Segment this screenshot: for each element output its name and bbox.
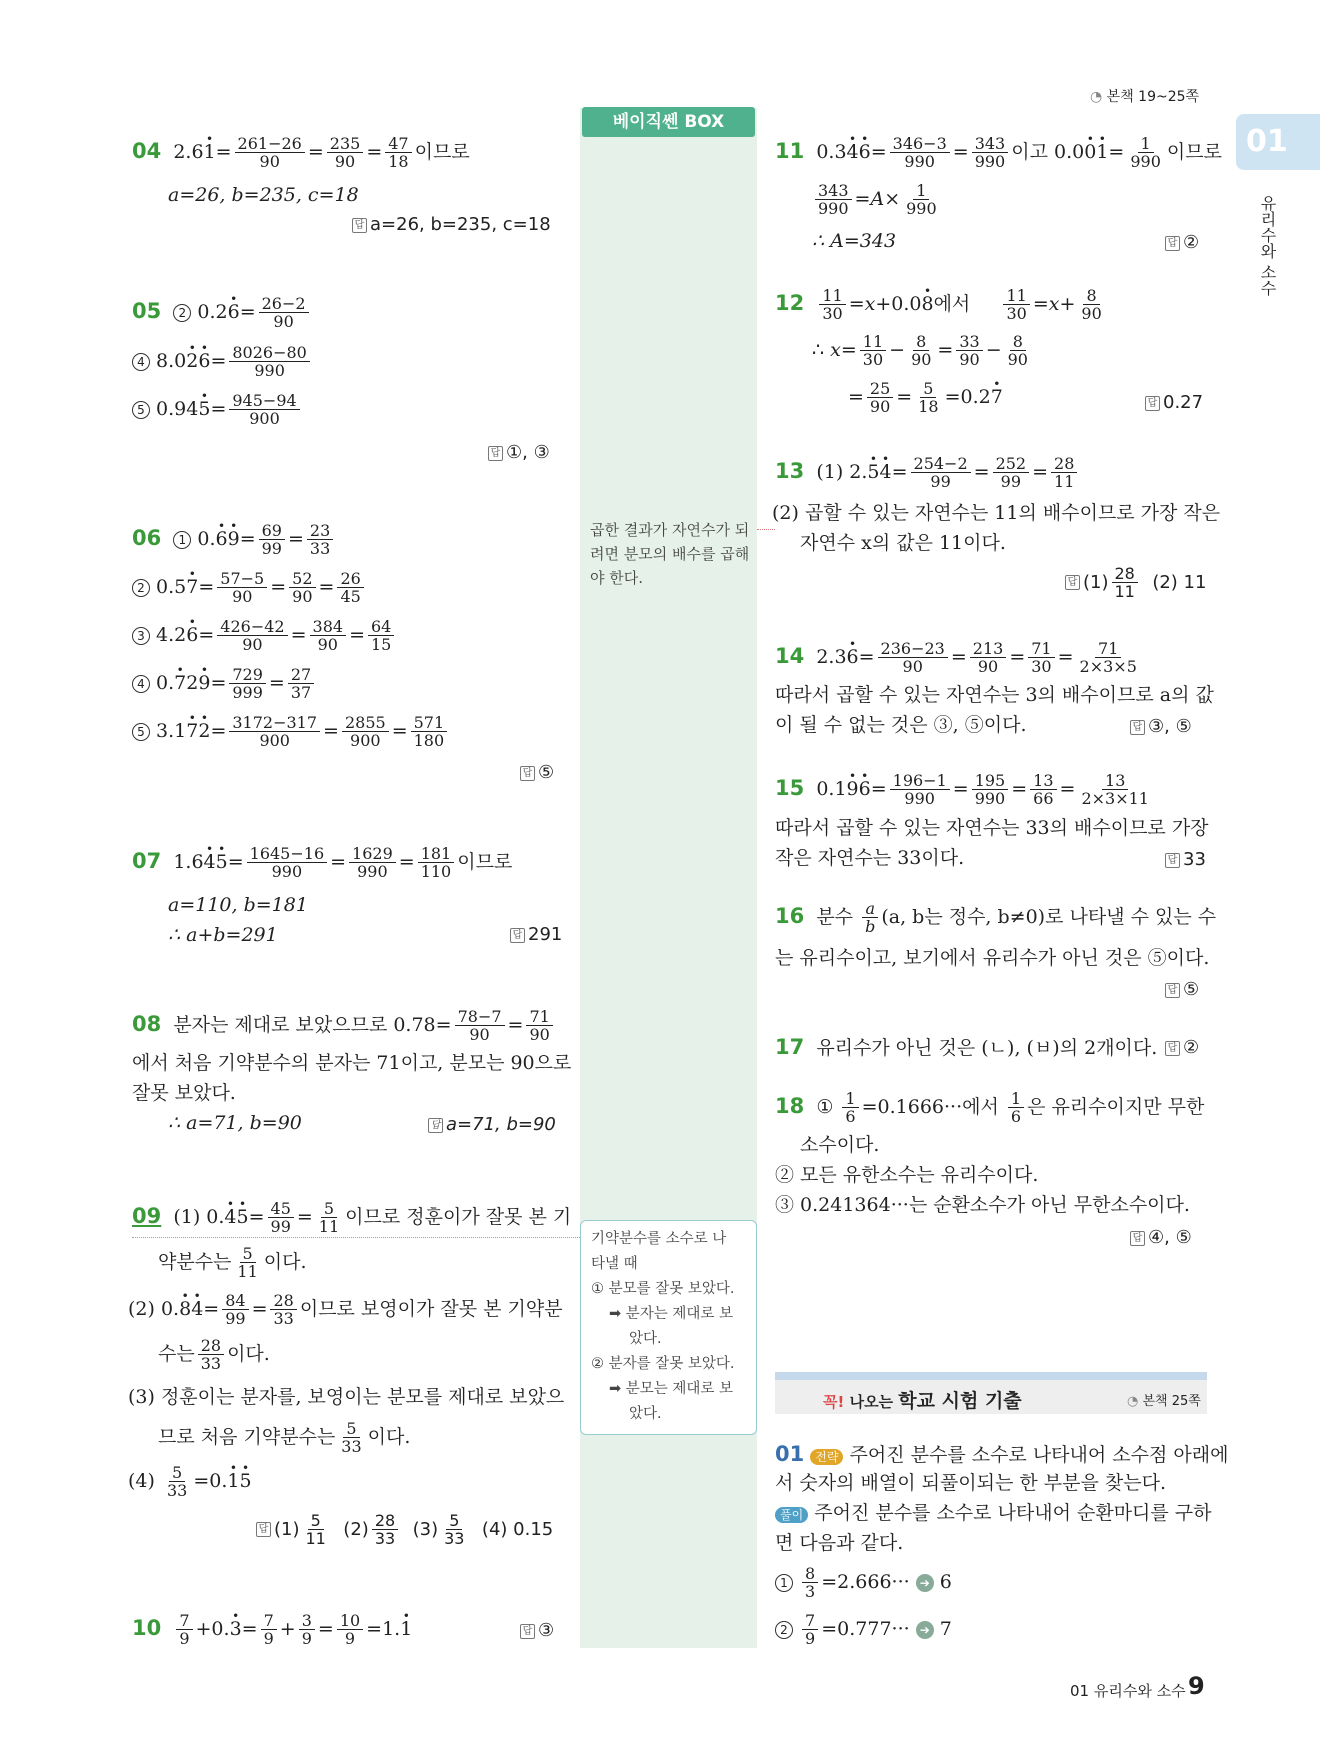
problem-09-line1: 09 (1) 0.· 4· 5= $\frac{45}{99}$ = $\frac{5}{11}$ 이므로 정훈이가 잘못 본 기 bbox=[132, 1200, 571, 1236]
answer-icon: 답 bbox=[1165, 853, 1180, 868]
problem-15-line3: 작은 자연수는 33이다. bbox=[775, 847, 965, 869]
problem-11-line3: ∴ A=343 bbox=[812, 230, 897, 252]
page-number: 9 bbox=[1188, 1672, 1205, 1700]
problem-08-line3: 잘못 보았다. bbox=[132, 1082, 236, 1104]
problem-14-line3: 이 될 수 없는 것은 ③, ⑤이다. bbox=[775, 714, 1027, 736]
problem-17-line1: 17 유리수가 아닌 것은 (ㄴ), (ㅂ)의 2개이다. bbox=[775, 1035, 1158, 1059]
problem-07-answer: 답 291 bbox=[510, 922, 562, 947]
problem-14-line1: 14 2.3· 6= $\frac{236-23}{90}$ = $\frac{213}{90}$ = $\frac{71}{30}$ = $\frac{71}{2\times 3\times 5}$ bbox=[775, 640, 1143, 676]
answer-icon: 답 bbox=[428, 1118, 443, 1133]
answer-icon: 답 bbox=[1165, 1041, 1180, 1056]
answer-icon: 답 bbox=[520, 766, 535, 781]
exam-section-header: 꼭! 나오는 학교 시험 기출 ◔ 본책 25쪽 bbox=[775, 1372, 1207, 1414]
answer-icon: 답 bbox=[520, 1624, 535, 1639]
problem-11-line1: 11 0.3· 4· 6= $\frac{346-3}{990}$ = $\frac{343}{990}$ 이고 0.0· 0· 1= $\frac{1}{990}$ 이므로 bbox=[775, 135, 1222, 171]
problem-10-line1: 10 $\frac{7}{9}$ +0.· 3= $\frac{7}{9}$ + $\frac{3}{9}$ = $\frac{10}{9}$ =1.· 1 bbox=[132, 1612, 412, 1648]
problem-13-line2: (2) 곱할 수 있는 자연수는 11의 배수이므로 가장 작은 bbox=[772, 502, 1221, 524]
box-note-2: 기약분수를 소수로 나 타낼 때 ① 분모를 잘못 보았다. ➡ 분자는 제대로 보 았다. ② 분자를 잘못 보았다. ➡ 분모는 제대로 보 았다. bbox=[580, 1220, 757, 1435]
problem-05-line3: 5 0.94· 5= $\frac{945-94}{900}$ bbox=[132, 392, 303, 428]
problem-09-line6: 므로 처음 기약분수는 $\frac{5}{33}$ 이다. bbox=[158, 1419, 411, 1457]
problem-07-line3: ∴ a+b=291 bbox=[168, 924, 278, 946]
problem-05-line2: 4 8.0· 2· 6= $\frac{8026-80}{990}$ bbox=[132, 344, 313, 380]
problem-09-line2: 약분수는 $\frac{5}{11}$ 이다. bbox=[158, 1244, 307, 1282]
problem-07-line1: 07 1.6· 4· 5= $\frac{1645-16}{990}$ = $\frac{1629}{990}$ = $\frac{181}{110}$ 이므로 bbox=[132, 845, 512, 881]
answer-icon: 답 bbox=[256, 1522, 271, 1537]
problem-08-line1: 08 분자는 제대로 보았으므로 0.78= $\frac{78-7}{90}$ = $\frac{71}{90}$ bbox=[132, 1008, 556, 1044]
dotted-connector-13 bbox=[757, 529, 775, 530]
dotted-connector-09 bbox=[132, 1237, 580, 1238]
problem-13-line3: 자연수 x의 값은 11이다. bbox=[800, 532, 1006, 554]
answer-icon: 답 bbox=[1165, 236, 1180, 251]
problem-06-line3: 3 4.2· 6= $\frac{426-42}{90}$ = $\frac{384}{90}$ = $\frac{64}{15}$ bbox=[132, 618, 397, 654]
problem-06-line1: 06 1 0.· 6· 9= $\frac{69}{99}$ = $\frac{23}{33}$ bbox=[132, 522, 336, 558]
problem-14-answer: 답 ③, ⑤ bbox=[1130, 714, 1192, 739]
problem-11-answer: 답 ② bbox=[1165, 230, 1199, 255]
problem-12-line3: = $\frac{25}{90}$ = $\frac{5}{18}$ =0.2· 7 bbox=[848, 380, 1003, 416]
problem-09-line7: (4) $\frac{5}{33}$ =0.· 1· 5 bbox=[128, 1464, 252, 1500]
problem-05-line1: 05 2 0.2· 6= $\frac{26-2}{90}$ bbox=[132, 295, 312, 331]
answer-icon: 답 bbox=[1165, 983, 1180, 998]
problem-17-answer: 답 ② bbox=[1165, 1035, 1199, 1060]
problem-11-line2: $\frac{343}{990}$ =A× $\frac{1}{990}$ bbox=[812, 182, 943, 218]
problem-08-line4: ∴ a=71, b=90 bbox=[168, 1112, 302, 1134]
exam-01-result2: 2 $\frac{7}{9}$ =0.777··· ➔ 7 bbox=[775, 1612, 952, 1648]
problem-08-answer: 답 a=71, b=90 bbox=[428, 1112, 556, 1137]
problem-18-line1: 18 ① $\frac{1}{6}$ =0.1666···에서 $\frac{1}{6}$ 은 유리수이지만 무한 bbox=[775, 1089, 1205, 1127]
answer-icon: 답 bbox=[1145, 396, 1160, 411]
problem-06-line4: 4 0.· 72· 9= $\frac{729}{999}$ = $\frac{27}{37}$ bbox=[132, 666, 317, 702]
problem-16-answer: 답 ⑤ bbox=[1165, 977, 1199, 1002]
answer-icon: 답 bbox=[1130, 720, 1145, 735]
problem-09-line4: 수는 $\frac{28}{33}$ 이다. bbox=[158, 1336, 270, 1374]
problem-18-line4: ③ 0.241364···는 순환소수가 아닌 무한소수이다. bbox=[775, 1194, 1190, 1216]
problem-07-line2: a=110, b=181 bbox=[168, 894, 308, 916]
problem-08-line2: 에서 처음 기약분수의 분자는 71이고, 분모는 90으로 bbox=[132, 1052, 572, 1074]
exam-01-line3: 풀이 주어진 분수를 소수로 나타내어 순환마디를 구하 bbox=[775, 1500, 1212, 1527]
problem-06-line5: 5 3.1· 7· 2= $\frac{3172-317}{900}$ = $\frac{2855}{900}$ = $\frac{571}{180}$ bbox=[132, 714, 450, 750]
exam-01-line2: 서 숫자의 배열이 되풀이되는 한 부분을 찾는다. bbox=[775, 1472, 1167, 1494]
problem-15-line1: 15 0.1· 9· 6= $\frac{196-1}{990}$ = $\frac{195}{990}$ = $\frac{13}{66}$ = $\frac{13}{2\times 3\times 11}$ bbox=[775, 772, 1155, 808]
problem-04-line1: 04 2.6· 1= $\frac{261-26}{90}$ = $\frac{235}{90}$ = $\frac{47}{18}$ 이므로 bbox=[132, 135, 470, 171]
problem-10-answer: 답 ③ bbox=[520, 1618, 554, 1643]
problem-16-line2: 는 유리수이고, 보기에서 유리수가 아닌 것은 ⑤이다. bbox=[775, 947, 1210, 969]
problem-09-line3: (2) 0.· 8· 4= $\frac{84}{99}$ = $\frac{28}{33}$ 이므로 보영이가 잘못 본 기약분 bbox=[128, 1292, 563, 1328]
problem-06-answer: 답 ⑤ bbox=[520, 760, 554, 785]
problem-04-answer: 답 a=26, b=235, c=18 bbox=[352, 212, 551, 237]
exam-01-line1: 01 전략 주어진 분수를 소수로 나타내어 소수점 아래에 bbox=[775, 1442, 1229, 1466]
problem-18-line2: 소수이다. bbox=[800, 1134, 880, 1156]
problem-12-line1: 12 $\frac{11}{30}$ =x+0.0· 8에서 $\frac{11}{30}$ =x+ $\frac{8}{90}$ bbox=[775, 287, 1108, 323]
answer-icon: 답 bbox=[510, 928, 525, 943]
problem-16-line1: 16 분수 $\frac{a}{b}$ (a, b는 정수, b≠0)로 나타낼 수 있는 수 bbox=[775, 899, 1217, 937]
box-note-1: 곱한 결과가 자연수가 되려면 분모의 배수를 곱해야 한다. bbox=[590, 521, 750, 587]
answer-icon: 답 bbox=[488, 446, 503, 461]
problem-14-line2: 따라서 곱할 수 있는 자연수는 3의 배수이므로 a의 값 bbox=[775, 684, 1214, 706]
problem-13-line1: 13 (1) 2.· 5· 4= $\frac{254-2}{99}$ = $\frac{252}{99}$ = $\frac{28}{11}$ bbox=[775, 455, 1080, 491]
problem-04-line2: a=26, b=235, c=18 bbox=[168, 184, 359, 206]
problem-15-line2: 따라서 곱할 수 있는 자연수는 33의 배수이므로 가장 bbox=[775, 817, 1209, 839]
problem-18-line3: ② 모든 유한소수는 유리수이다. bbox=[775, 1164, 1039, 1186]
problem-13-answer: 답 (1) $\frac{28}{11}$ (2) 11 bbox=[1065, 565, 1206, 601]
answer-icon: 답 bbox=[1130, 1231, 1145, 1246]
answer-icon: 답 bbox=[352, 218, 367, 233]
chapter-title-vertical: 유리수와 소수 bbox=[1258, 195, 1277, 297]
footer-label: 01 유리수와 소수 bbox=[1070, 1682, 1186, 1700]
problem-12-answer: 답 0.27 bbox=[1145, 390, 1203, 415]
chapter-number: 01 bbox=[1246, 124, 1288, 159]
problem-09-answer: 답 (1) $\frac{5}{11}$ (2) $\frac{28}{33}$ (3) $\frac{5}{33}$ (4) 0.15 bbox=[256, 1512, 553, 1548]
arrow-icon: ➔ bbox=[916, 1621, 934, 1639]
exam-ref: ◔ 본책 25쪽 bbox=[1127, 1394, 1201, 1409]
problem-05-answer: 답 ①, ③ bbox=[488, 440, 550, 465]
chapter-tab bbox=[1236, 114, 1320, 170]
problem-12-line2: ∴ x= $\frac{11}{30}$ − $\frac{8}{90}$ = $\frac{33}{90}$ − $\frac{8}{90}$ bbox=[812, 332, 1028, 370]
basic-box-title: 베이직쎈 BOX bbox=[582, 107, 755, 137]
problem-09-line5: (3) 정훈이는 분자를, 보영이는 분모를 제대로 보았으 bbox=[128, 1386, 565, 1408]
arrow-icon: ➔ bbox=[916, 1574, 934, 1592]
exam-01-result1: 1 $\frac{8}{3}$ =2.666··· ➔ 6 bbox=[775, 1565, 952, 1601]
page-ref: ◔ 본책 19~25쪽 bbox=[1090, 89, 1200, 105]
answer-icon: 답 bbox=[1065, 575, 1080, 590]
exam-01-line4: 면 다음과 같다. bbox=[775, 1532, 904, 1554]
problem-06-line2: 2 0.5· 7= $\frac{57-5}{90}$ = $\frac{52}{90}$ = $\frac{26}{45}$ bbox=[132, 570, 367, 606]
problem-15-answer: 답 33 bbox=[1165, 847, 1206, 872]
problem-18-answer: 답 ④, ⑤ bbox=[1130, 1225, 1192, 1250]
